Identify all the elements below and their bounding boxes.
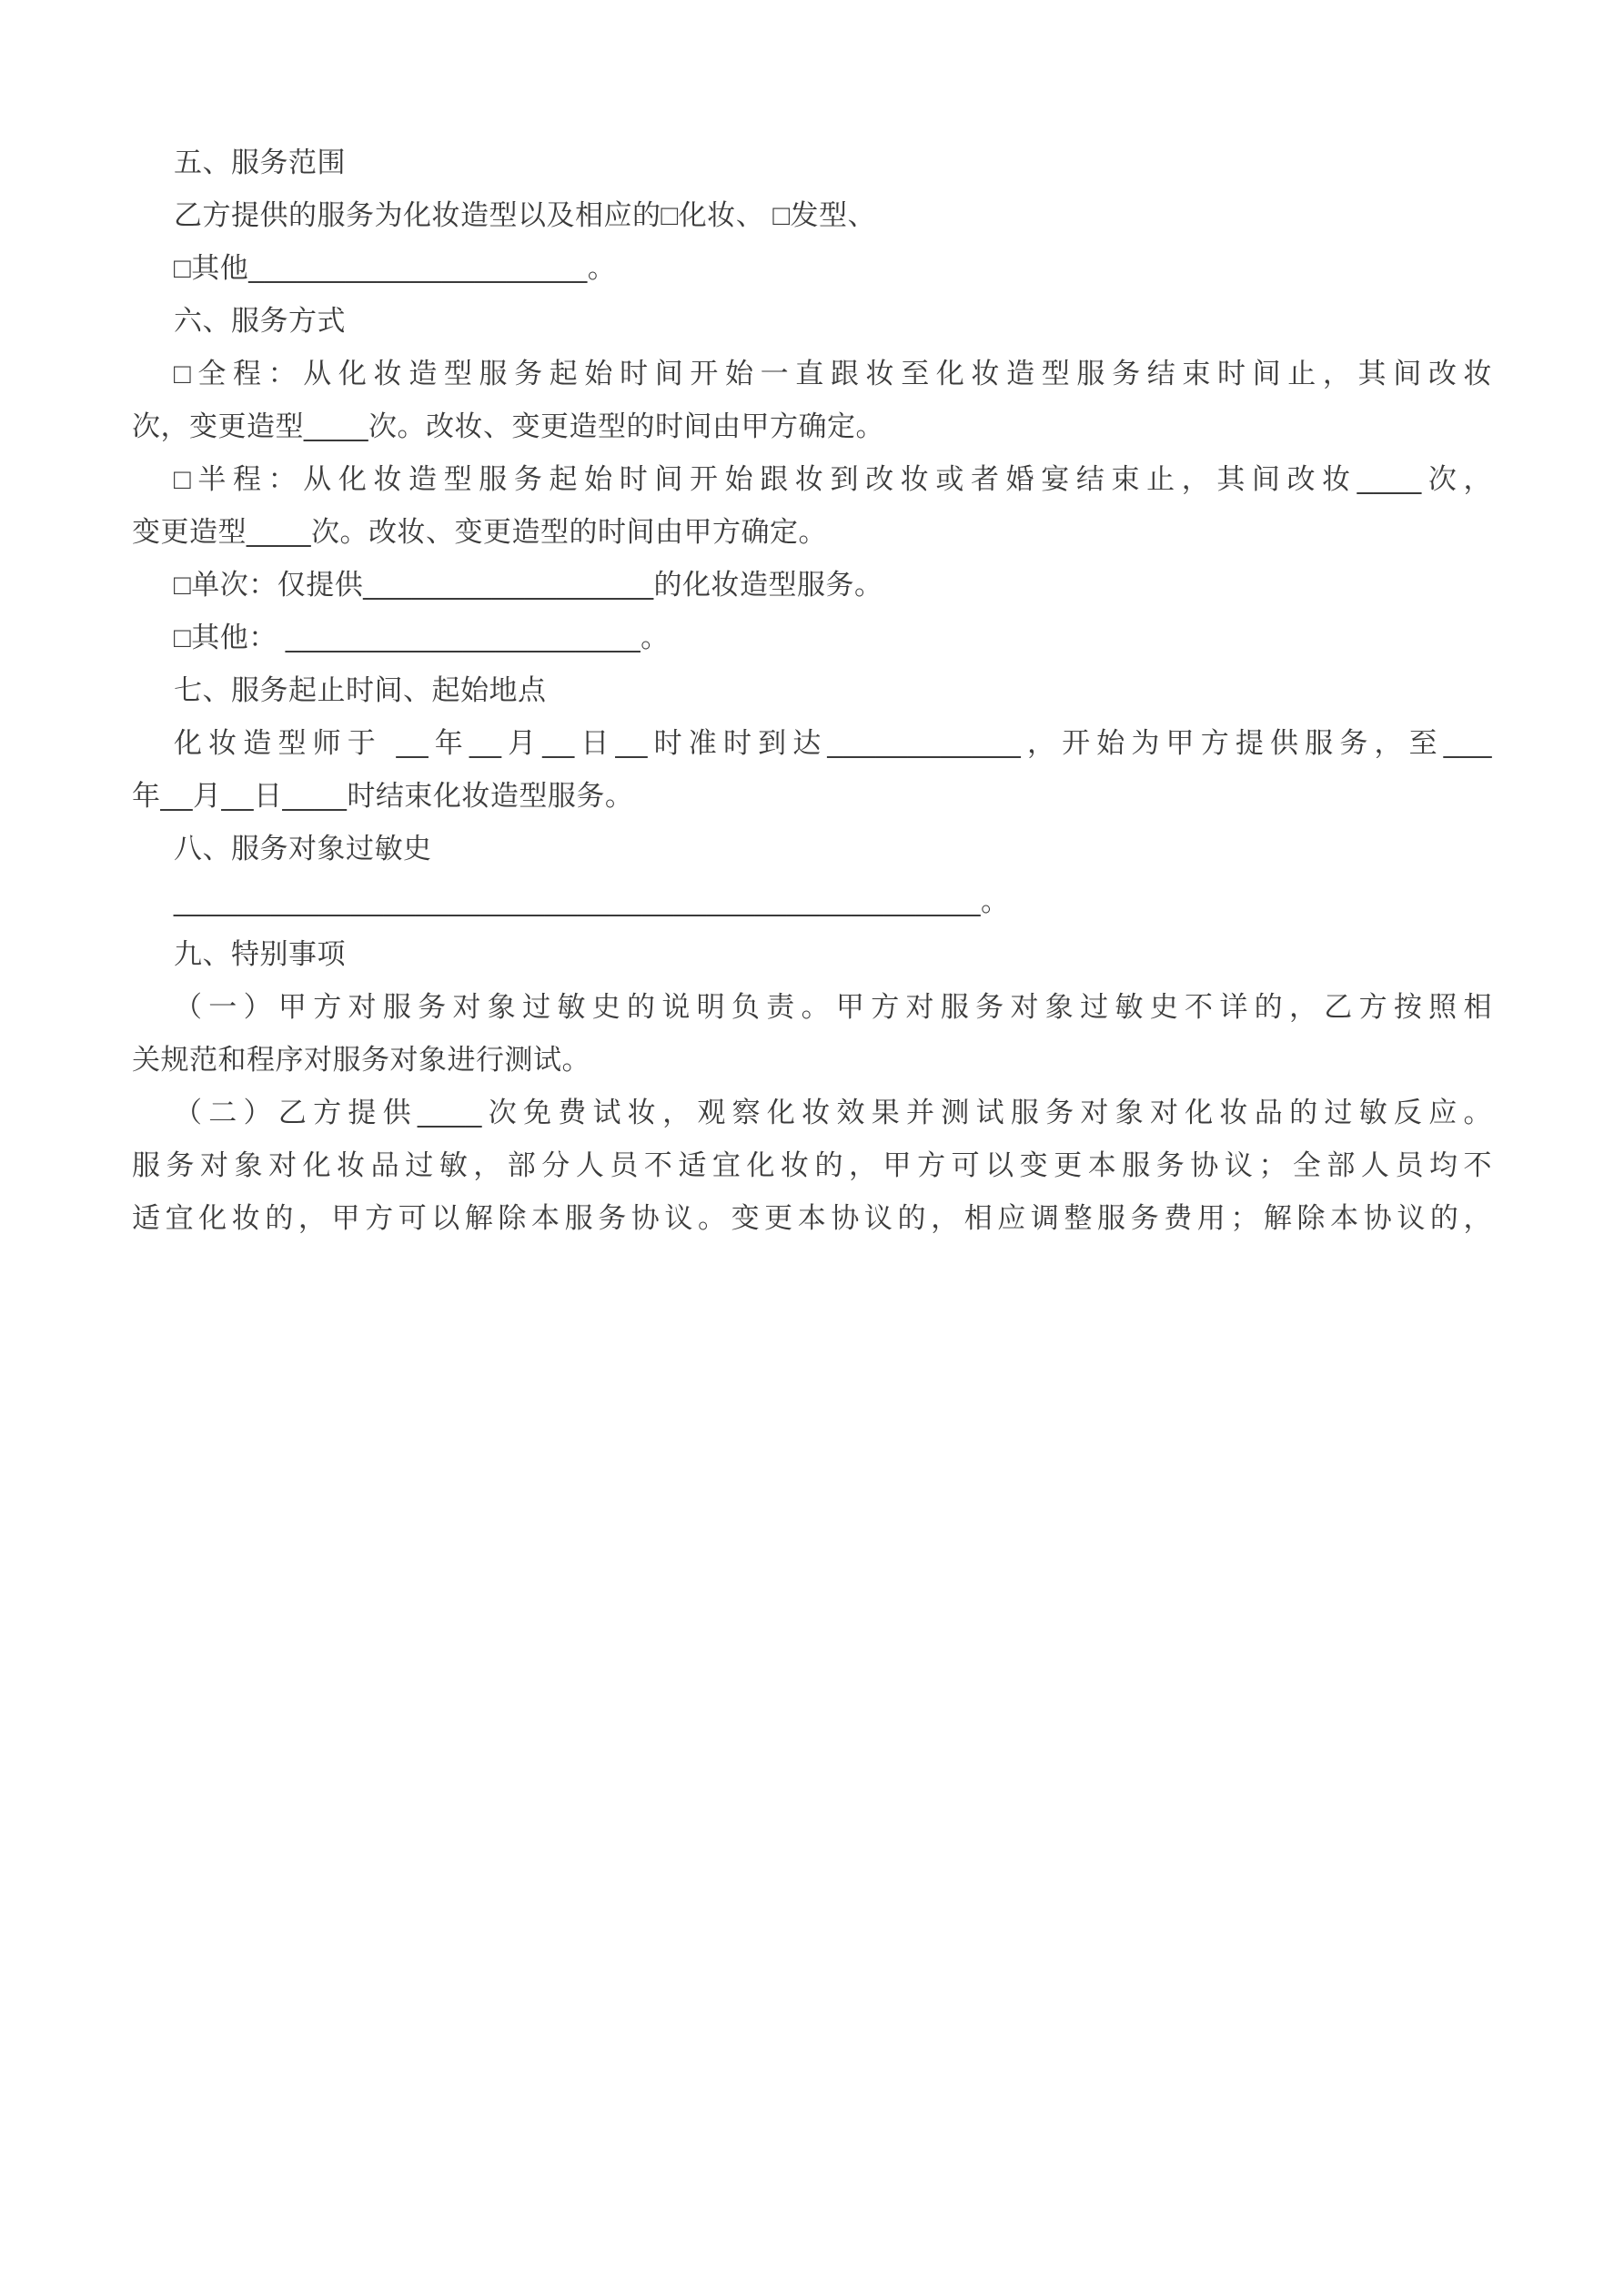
document-line: 关规范和程序对服务对象进行测试。	[132, 1044, 590, 1076]
document-line: 服务对象对化妆品过敏，部分人员不适宜化妆的，甲方可以变更本服务协议；全部人员均不	[132, 1149, 1492, 1181]
document-line: □半程：从化妆造型服务起始时间开始跟妆到改妆或者婚宴结束止，其间改妆____次，	[174, 463, 1492, 495]
document-body	[132, 137, 1492, 1245]
document-line: 适宜化妆的，甲方可以解除本服务协议。变更本协议的，相应调整服务费用；解除本协议的，	[132, 1202, 1492, 1234]
document-line: __________________________________________________。	[174, 885, 1010, 917]
document-line: 七、服务起止时间、起始地点	[174, 674, 547, 706]
document-line: 化妆造型师于 __年__月__日__时准时到达____________，开始为甲方提供服务，至___	[174, 727, 1492, 759]
document-line: 次，变更造型____次。改妆、变更造型的时间由甲方确定。	[132, 410, 884, 442]
document-line: 变更造型____次。改妆、变更造型的时间由甲方确定。	[132, 516, 827, 548]
document-line: （一）甲方对服务对象过敏史的说明负责。甲方对服务对象过敏史不详的，乙方按照相	[174, 991, 1492, 1023]
document-line: □单次：仅提供__________________的化妆造型服务。	[174, 569, 883, 601]
document-line: 五、服务范围	[174, 147, 346, 178]
document-line: （二）乙方提供____次免费试妆，观察化妆效果并测试服务对象对化妆品的过敏反应。	[174, 1097, 1492, 1128]
document-line: □其他： ______________________。	[174, 622, 670, 653]
document-line: 六、服务方式	[174, 305, 346, 337]
document-line: 八、服务对象过敏史	[174, 833, 432, 865]
document-line: 乙方提供的服务为化妆造型以及相应的□化妆、 □发型、	[174, 199, 877, 231]
document-line: □其他_____________________。	[174, 252, 617, 284]
document-line: 九、特别事项	[174, 938, 346, 970]
document-line: 年__月__日____时结束化妆造型服务。	[132, 780, 634, 812]
document-line: □全程：从化妆造型服务起始时间开始一直跟妆至化妆造型服务结束时间止，其间改妆	[174, 358, 1492, 389]
